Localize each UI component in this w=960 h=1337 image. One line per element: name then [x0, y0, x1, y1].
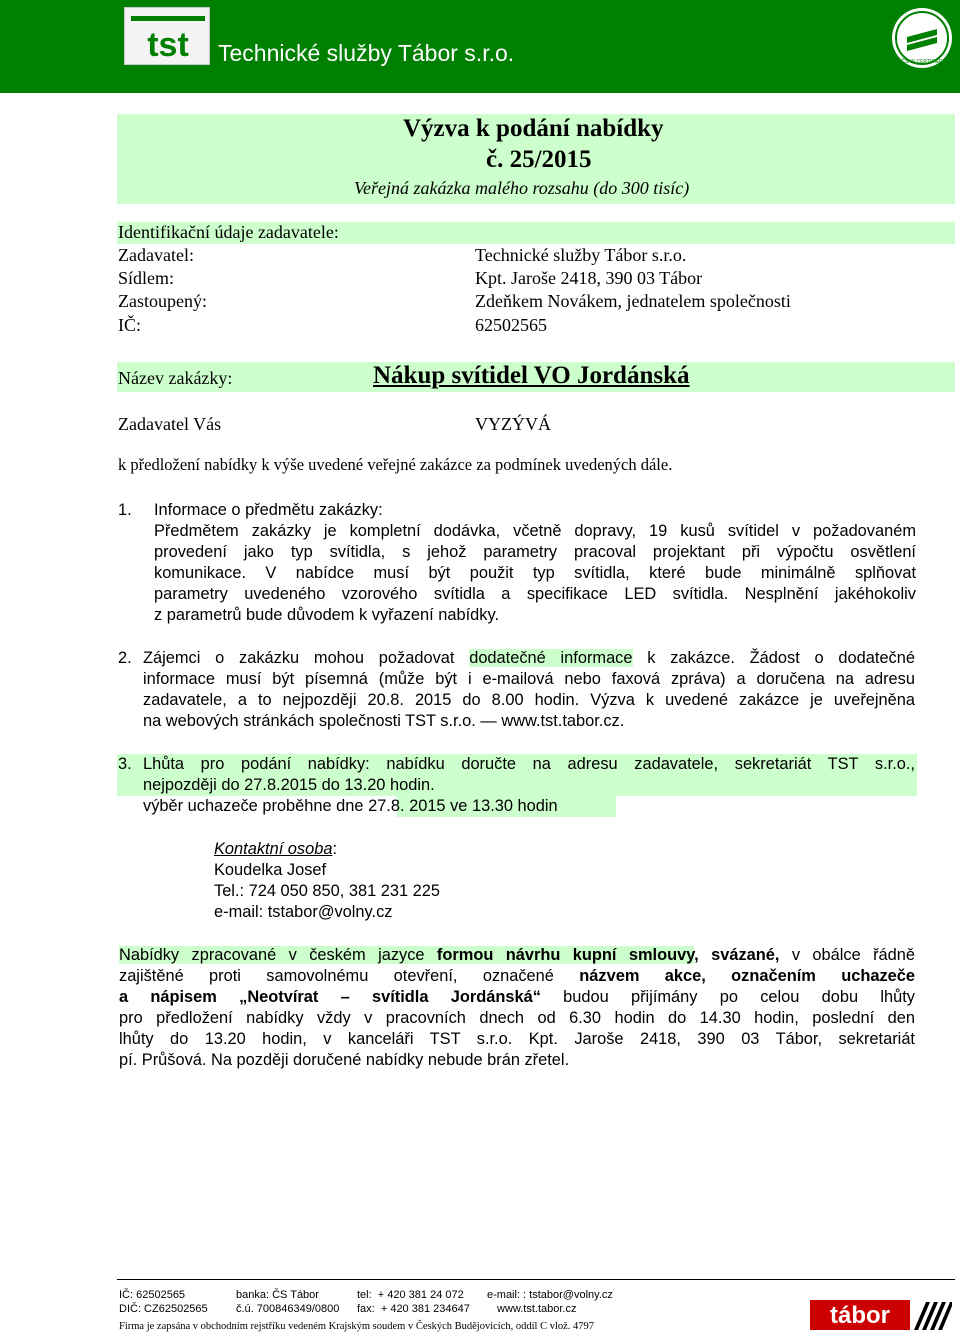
- section3-line3: [143, 796, 915, 817]
- footer-account: č.ú. 700846349/0800: [236, 1303, 340, 1315]
- section2-line: zadavatele, a to nejpozději 20.8. 2015 do 8.00 hodin. Výzva k uvedené zakázce je uveřejněna: [143, 691, 915, 709]
- footer-dic: DIČ: CZ62502565: [119, 1303, 208, 1315]
- offers-highlight-bold: formou návrhu kupní smlouvy: [436, 946, 695, 964]
- footer-web: www.tst.tabor.cz: [497, 1303, 577, 1315]
- offers-bold: a nápisem „Neotvírat – svítidla Jordánská“: [119, 988, 541, 1006]
- offers-line3: [119, 987, 915, 1008]
- label-zadavatel: Zadavatel:: [118, 245, 194, 265]
- contact-block: [214, 839, 440, 923]
- contact-email: e-mail: tstabor@volny.cz: [214, 903, 393, 921]
- section1-line: parametry uvedeného vzorového svítidla a specifikace LED svítidla. Nesplnění jakéhokoliv: [154, 585, 916, 603]
- offers-bold: názvem akce, označením uchazeče: [579, 967, 915, 985]
- section1-number: 1.: [118, 501, 132, 519]
- selection-text: výběr uchazeče proběhne dne: [143, 797, 369, 815]
- document-subtitle: Veřejná zakázka malého rozsahu (do 300 tisíc): [354, 178, 690, 198]
- offers-text: v obálce řádně: [779, 946, 916, 964]
- svg-text:ČSNS CERTIFIED: ČSNS CERTIFIED: [901, 59, 943, 65]
- value-sidlem: Kpt. Jaroše 2418, 390 03 Tábor: [475, 268, 703, 288]
- document-title: Výzva k podání nabídky: [403, 115, 664, 142]
- section2-number: 2.: [118, 649, 132, 667]
- header-company-name: Technické služby Tábor s.r.o.: [218, 40, 515, 66]
- label-sidlem: Sídlem:: [118, 268, 175, 288]
- section1-line: Předmětem zakázky je kompletní dodávka, včetně dopravy, 19 kusů svítidel v požadovaném: [154, 522, 916, 540]
- footer-registry: Firma je zapsána v obchodním rejstříku vedeném Krajským soudem v Českých Budějovicích, oddíl C vlož. 4797: [119, 1321, 595, 1332]
- value-ic: 62502565: [475, 315, 547, 335]
- company-logo: [124, 7, 210, 65]
- iso-certification-badge-icon: [891, 7, 953, 69]
- offers-line: lhůty do 13.20 hodin, v kanceláři TST s.r.o. Kpt. Jaroše 2418, 390 03 Tábor, sekretariát: [119, 1030, 915, 1048]
- invitation-intro: k předložení nabídky k výše uvedené veřejné zakázce za podmínek uvedených dále.: [118, 455, 673, 474]
- selection-date: 27.8. 2015 ve 13.30 hodin: [368, 797, 558, 815]
- additional-info-highlight: dodatečné informace: [469, 649, 633, 667]
- contact-name: Koudelka Josef: [214, 861, 327, 879]
- section2-body: [143, 648, 915, 732]
- offers-line2: [119, 966, 915, 987]
- section1-line: z parametrů bude důvodem k vyřazení nabídky.: [154, 606, 499, 624]
- section2-text: k zakázce. Žádost o dodatečné: [647, 649, 915, 667]
- tst-logo-icon: [125, 8, 211, 66]
- svg-text:tst: tst: [147, 26, 189, 64]
- footer-divider: [117, 1279, 955, 1280]
- zadavatel-vas: Zadavatel Vás: [118, 414, 222, 434]
- label-zastoupeny: Zastoupený:: [118, 291, 207, 311]
- footer-fax: fax: + 420 381 234647: [357, 1303, 470, 1315]
- tabor-city-logo-icon: [810, 1300, 952, 1330]
- section3-line: Lhůta pro podání nabídky: nabídku doručte na adresu zadavatele, sekretariát TST s.r.o.,: [143, 755, 915, 773]
- contract-name-value: Nákup svítidel VO Jordánská: [373, 362, 690, 389]
- contact-label-line: [214, 839, 440, 860]
- contact-label: Kontaktní osoba: [214, 840, 333, 858]
- footer-bank: banka: ČS Tábor: [236, 1289, 319, 1301]
- section2-line1: [143, 648, 915, 669]
- footer-email: e-mail: : tstabor@volny.cz: [487, 1289, 613, 1301]
- section1-line: provedení jako typ svítidla, s jehož parametry pracoval projektant při výpočtu osvětlení: [154, 543, 916, 561]
- section3-line: nejpozději do 27.8.2015 do 13.20 hodin.: [143, 776, 435, 794]
- value-zadavatel: Technické služby Tábor s.r.o.: [475, 245, 687, 265]
- contract-name-label: Název zakázky:: [118, 368, 233, 388]
- offers-text: zajištěné proti samovolnému otevření, označené: [119, 967, 580, 985]
- footer-ic: IČ: 62502565: [119, 1289, 186, 1301]
- section1-line: komunikace. V nabídce musí být použit typ svítidla, které bude minimálně splňovat: [154, 564, 916, 582]
- section2-line: informace musí být písemná (může být i e-mailová nebo faxová zpráva) a doručena na adresu: [143, 670, 915, 688]
- vyzyva: VYZÝVÁ: [475, 414, 551, 434]
- section2-line: na webových stránkách společnosti TST s.r.o. — www.tst.tabor.cz.: [143, 712, 625, 730]
- section2-text: Zájemci o zakázku mohou požadovat: [143, 649, 455, 667]
- label-ic: IČ:: [118, 315, 142, 335]
- footer-tel: tel: + 420 381 24 072: [357, 1289, 464, 1301]
- section1-heading: Informace o předmětu zakázky:: [154, 501, 383, 519]
- header-bar: [0, 0, 960, 93]
- contact-colon: :: [332, 840, 338, 858]
- offers-paragraph: [119, 945, 915, 1071]
- identification-heading: Identifikační údaje zadavatele:: [118, 222, 339, 242]
- offers-text: budou přijímány po celou dobu lhůty: [540, 988, 915, 1006]
- offers-line1: [119, 945, 915, 966]
- section3-body: [143, 754, 915, 817]
- offers-bound: , svázané,: [694, 946, 780, 964]
- svg-text:tábor: tábor: [830, 1302, 890, 1329]
- section1-body: [154, 521, 916, 626]
- value-zastoupeny: Zdeňkem Novákem, jednatelem společnosti: [475, 291, 791, 311]
- offers-highlight-text: Nabídky zpracované v českém jazyce: [119, 946, 437, 964]
- document-number: č. 25/2015: [486, 146, 592, 173]
- contact-phone: Tel.: 724 050 850, 381 231 225: [214, 882, 441, 900]
- offers-line: pro předložení nabídky vždy v pracovních dnech od 6.30 hodin do 14.30 hodin, poslední den: [119, 1009, 915, 1027]
- section3-number: 3.: [118, 755, 132, 773]
- offers-line: pí. Průšová. Na později doručené nabídky nebude brán zřetel.: [119, 1051, 570, 1069]
